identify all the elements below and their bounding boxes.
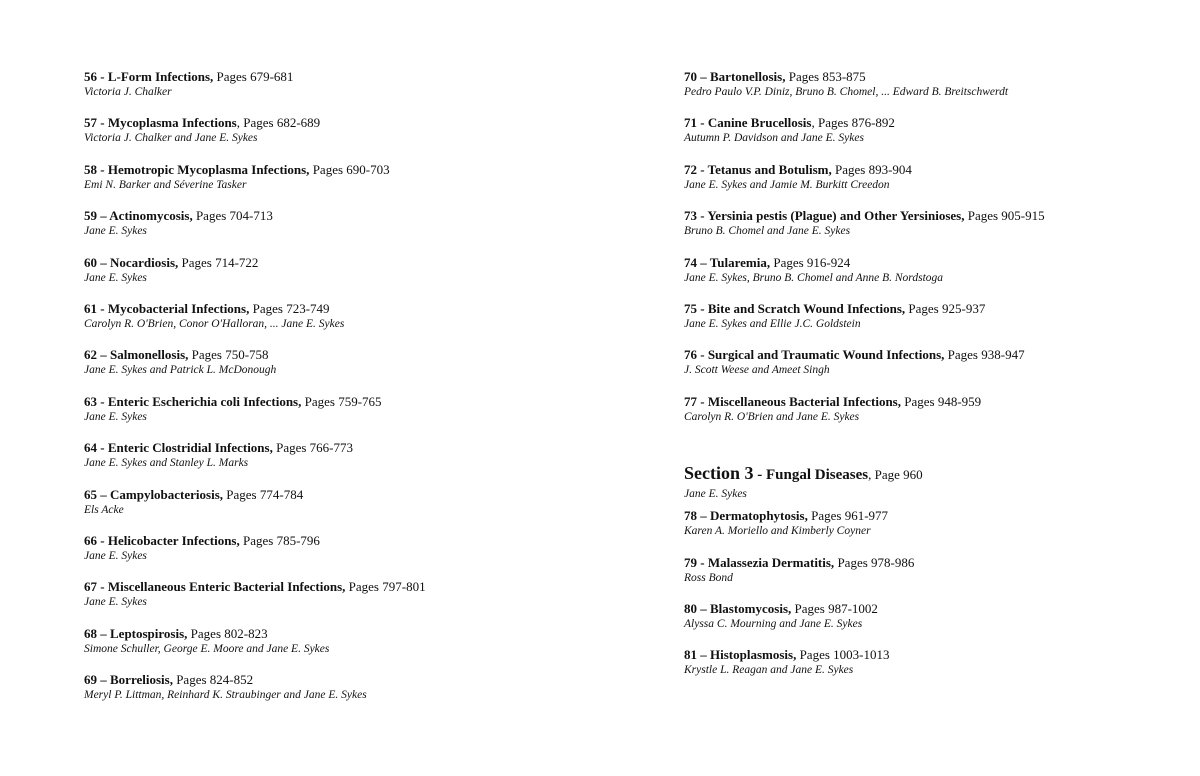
entry-title: 75 - Bite and Scratch Wound Infections, [684, 300, 906, 316]
section-pages: , Page 960 [868, 467, 923, 483]
toc-entry[interactable] [84, 255, 624, 301]
entry-authors: Karen A. Moriello and Kimberly Coyner [684, 525, 871, 538]
toc-entry[interactable] [84, 626, 624, 672]
toc-entry[interactable] [684, 162, 1184, 208]
entry-pages: Pages 938-947 [947, 347, 1025, 363]
entry-authors: Jane E. Sykes [84, 596, 147, 609]
toc-entry[interactable] [684, 115, 1184, 161]
entry-pages: Pages 690-703 [312, 161, 390, 177]
entry-title: 60 – Nocardiosis, [84, 254, 179, 270]
entry-title: 74 – Tularemia, [684, 254, 771, 270]
entry-pages: Pages 853-875 [788, 69, 866, 84]
entry-pages: Pages 714-722 [181, 254, 259, 270]
toc-entry[interactable] [684, 601, 1184, 647]
entry-pages: Pages 704-713 [195, 208, 273, 224]
left-column [84, 69, 624, 718]
section-authors: Jane E. Sykes [684, 488, 747, 501]
entry-title: 73 - Yersinia pestis (Plague) and Other Yersinioses, [684, 208, 965, 224]
toc-entry[interactable] [84, 487, 624, 533]
entry-authors: Jane E. Sykes and Stanley L. Marks [84, 457, 249, 470]
entry-title: 64 - Enteric Clostridial Infections, [84, 440, 273, 456]
toc-entry[interactable] [684, 347, 1184, 393]
entry-pages: Pages 797-801 [348, 579, 426, 595]
toc-entry[interactable] [84, 347, 624, 393]
entry-authors: Jane E. Sykes, Bruno B. Chomel and Anne B. Nordstoga [684, 271, 944, 284]
toc-entry[interactable] [84, 440, 624, 486]
entry-pages: Pages 750-758 [191, 347, 269, 363]
entry-pages: Pages 759-765 [304, 393, 382, 409]
entry-pages: Pages 802-823 [190, 625, 268, 641]
entry-authors: Jane E. Sykes and Patrick L. McDonough [84, 364, 277, 377]
entry-authors: Jane E. Sykes and Jamie M. Burkitt Creedon [684, 178, 890, 191]
entry-authors: Carolyn R. O'Brien and Jane E. Sykes [684, 410, 860, 423]
entry-authors: Pedro Paulo V.P. Diniz, Bruno B. Chomel, ... Edward B. Breitschwerdt [684, 86, 1009, 98]
entry-authors: Alyssa C. Mourning and Jane E. Sykes [684, 617, 863, 630]
entry-title: 80 – Blastomycosis, [684, 600, 792, 616]
toc-entry[interactable] [84, 394, 624, 440]
entry-pages: Pages 774-784 [226, 486, 304, 502]
entry-title: 68 – Leptospirosis, [84, 625, 188, 641]
entry-pages: Pages 824-852 [176, 672, 254, 688]
entry-authors: Meryl P. Littman, Reinhard K. Straubinger and Jane E. Sykes [84, 689, 367, 702]
toc-entry[interactable] [684, 647, 1184, 693]
toc-entry[interactable] [684, 255, 1184, 301]
entry-authors: Jane E. Sykes [84, 549, 147, 562]
entry-authors: Autumn P. Davidson and Jane E. Sykes [684, 132, 864, 145]
section-label: Section 3 [684, 463, 754, 484]
section-title: - Fungal Diseases [753, 467, 869, 484]
entry-authors: Els Acke [84, 503, 124, 516]
entry-title: 81 – Histoplasmosis, [684, 647, 797, 663]
section-heading[interactable] [684, 462, 1184, 508]
entry-title: 70 – Bartonellosis, [684, 69, 786, 84]
entry-pages: Pages 1003-1013 [799, 647, 890, 663]
entry-title: 78 – Dermatophytosis, [684, 508, 808, 524]
toc-entry[interactable] [684, 208, 1184, 254]
entry-pages: Pages 948-959 [904, 393, 982, 409]
entry-authors: Krystle L. Reagan and Jane E. Sykes [684, 664, 854, 677]
entry-authors: Emi N. Barker and Séverine Tasker [84, 178, 247, 191]
entry-pages: Pages 916-924 [773, 254, 851, 270]
entry-title: 63 - Enteric Escherichia coli Infections, [84, 393, 302, 409]
entry-pages: Pages 978-986 [837, 554, 915, 570]
toc-entry[interactable] [84, 162, 624, 208]
entry-authors: Bruno B. Chomel and Jane E. Sykes [684, 225, 851, 238]
entry-pages: Pages 905-915 [967, 208, 1045, 224]
toc-entry[interactable] [84, 672, 624, 718]
toc-entry[interactable] [84, 301, 624, 347]
toc-entry[interactable] [684, 69, 1184, 115]
entry-title: 57 - Mycoplasma Infections [84, 115, 237, 131]
entry-title: 59 – Actinomycosis, [84, 208, 193, 224]
right-column [684, 69, 1184, 694]
entry-title: 66 - Helicobacter Infections, [84, 532, 240, 548]
toc-entry[interactable] [84, 533, 624, 579]
toc-entry[interactable] [84, 115, 624, 161]
toc-entry[interactable] [684, 394, 1184, 440]
entry-pages: , Pages 876-892 [811, 115, 895, 131]
entry-authors: Jane E. Sykes and Ellie J.C. Goldstein [684, 317, 861, 330]
entry-pages: Pages 893-904 [835, 161, 912, 177]
toc-entry[interactable] [84, 579, 624, 625]
entry-pages: , Pages 682-689 [236, 115, 321, 131]
entry-title: 58 - Hemotropic Mycoplasma Infections, [84, 161, 310, 177]
entry-pages: Pages 785-796 [242, 532, 320, 548]
entry-title: 71 - Canine Brucellosis [684, 115, 812, 131]
entry-authors: J. Scott Weese and Ameet Singh [684, 364, 830, 377]
entry-pages: Pages 987-1002 [794, 600, 878, 616]
entry-pages: Pages 679-681 [216, 69, 294, 84]
entry-authors: Jane E. Sykes [84, 410, 147, 423]
entry-title: 76 - Surgical and Traumatic Wound Infections, [684, 347, 945, 363]
toc-entry[interactable] [684, 555, 1184, 601]
entry-pages: Pages 961-977 [811, 508, 889, 524]
entry-authors: Victoria J. Chalker [84, 86, 172, 98]
toc-entry[interactable] [84, 208, 624, 254]
entry-title: 67 - Miscellaneous Enteric Bacterial Infections, [84, 579, 346, 595]
entry-authors: Simone Schuller, George E. Moore and Jane E. Sykes [84, 642, 330, 655]
entry-authors: Ross Bond [684, 571, 733, 584]
entry-authors: Jane E. Sykes [84, 225, 147, 238]
entry-pages: Pages 723-749 [252, 300, 330, 316]
toc-entry[interactable] [684, 301, 1184, 347]
entry-authors: Carolyn R. O'Brien, Conor O'Halloran, ... Jane E. Sykes [84, 317, 345, 330]
entry-title: 77 - Miscellaneous Bacterial Infections, [684, 393, 901, 409]
toc-entry[interactable] [84, 69, 624, 115]
entry-authors: Victoria J. Chalker and Jane E. Sykes [84, 132, 258, 145]
entry-title: 65 – Campylobacteriosis, [84, 486, 224, 502]
entry-title: 62 – Salmonellosis, [84, 347, 189, 363]
entry-title: 79 - Malassezia Dermatitis, [684, 554, 835, 570]
entry-title: 69 – Borreliosis, [84, 672, 173, 688]
entry-title: 56 - L-Form Infections, [84, 69, 214, 84]
entry-pages: Pages 766-773 [276, 440, 354, 456]
toc-entry[interactable] [684, 508, 1184, 554]
entry-title: 61 - Mycobacterial Infections, [84, 300, 250, 316]
entry-title: 72 - Tetanus and Botulism, [684, 161, 832, 177]
entry-authors: Jane E. Sykes [84, 271, 147, 284]
entry-pages: Pages 925-937 [908, 300, 986, 316]
